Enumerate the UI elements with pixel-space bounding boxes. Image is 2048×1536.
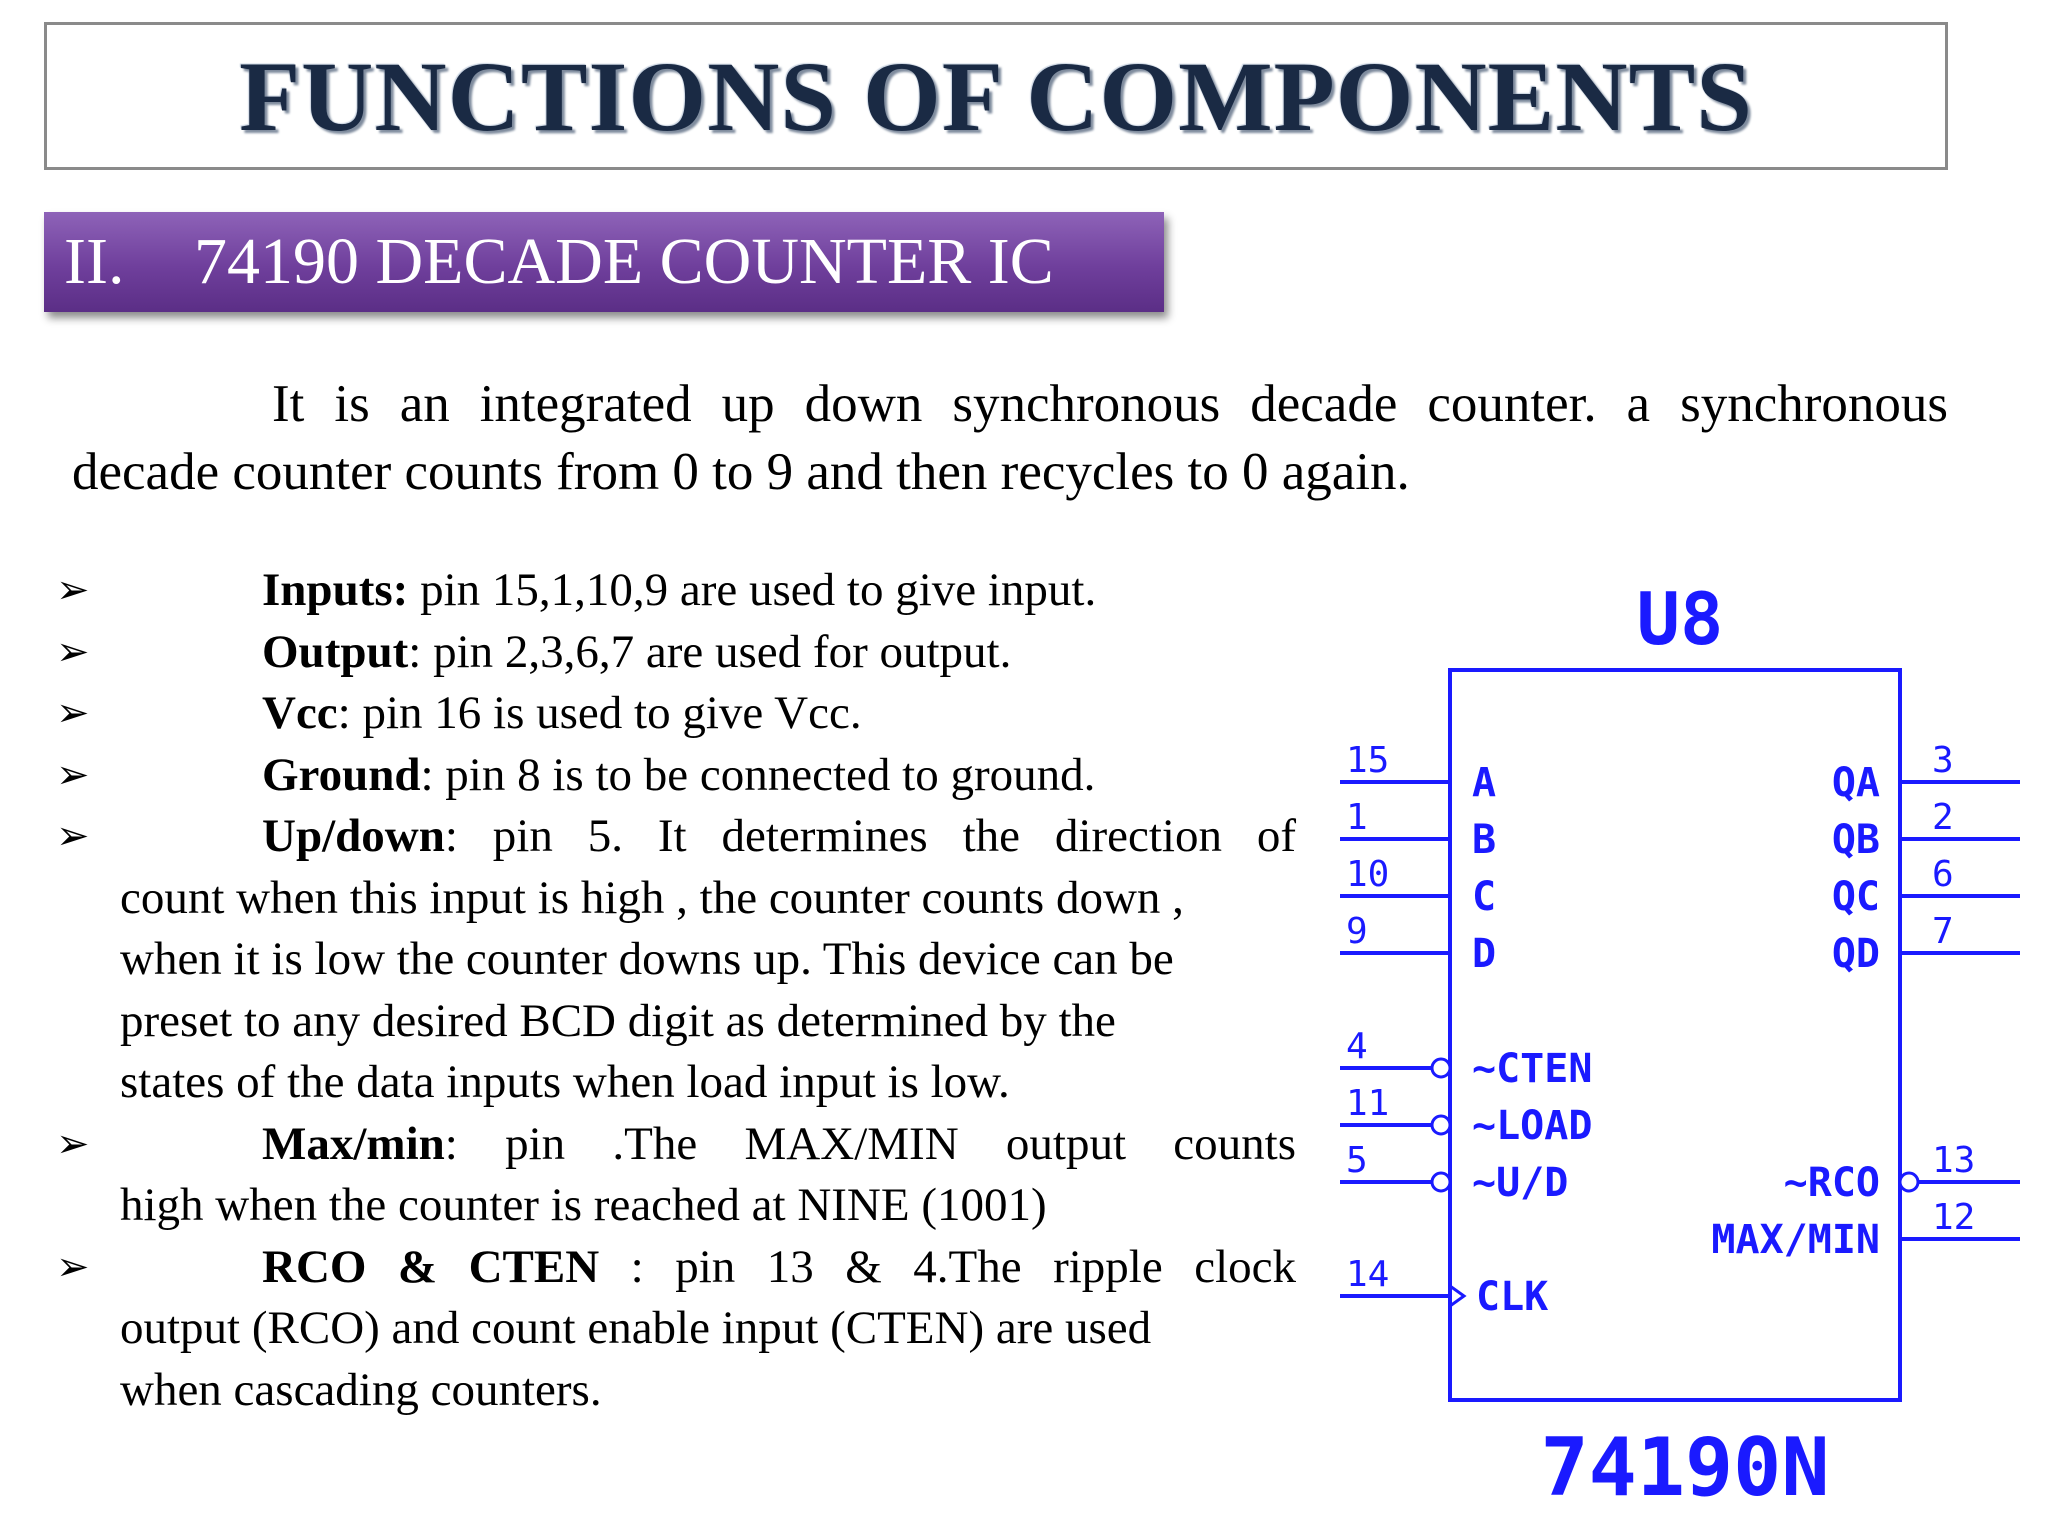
bullet-term: Up/down (262, 810, 445, 862)
arrow-bullet-icon: ➢ (56, 813, 90, 859)
bullet-term: Max/min (262, 1117, 445, 1170)
pin-label: D (1472, 931, 1497, 977)
pin-label: QA (1831, 760, 1880, 806)
ic-designator: U8 (1636, 577, 1724, 661)
pin-number: 13 (1932, 1140, 1976, 1181)
section-title: 74190 DECADE COUNTER IC (194, 225, 1054, 298)
pin-number: 6 (1932, 854, 1954, 895)
bullet-text: : pin 16 is used to give Vcc. (337, 687, 862, 739)
clock-triangle (1450, 1286, 1464, 1306)
intro-line-1: It is an integrated up down synchronous decade counter. a synchronous (272, 375, 1948, 433)
arrow-bullet-icon: ➢ (56, 690, 90, 736)
bullet-term: Ground (262, 748, 421, 801)
arrow-bullet-icon: ➢ (56, 628, 90, 675)
pin-label: QD (1831, 931, 1880, 977)
arrow-bullet-icon: ➢ (56, 567, 90, 613)
intro-paragraph (72, 370, 1948, 506)
bullet-text: : pin .The MAX/MIN output counts (444, 1117, 1296, 1170)
pin-number: 5 (1346, 1140, 1368, 1181)
pin-number: 14 (1346, 1254, 1390, 1295)
bullet-text: : pin 8 is to be connected to ground. (420, 748, 1096, 801)
right-pin-group (1711, 740, 2020, 1263)
pin-number: 15 (1346, 740, 1390, 781)
pin-label: ~RCO (1783, 1160, 1880, 1206)
title-box (44, 22, 1948, 170)
bullet-continuation: high when the counter is reached at NINE (1001) (120, 1179, 1047, 1231)
bullet-term: Vcc (262, 687, 338, 739)
pin-label: QC (1831, 874, 1880, 920)
bullet-text: : pin 13 & 4.The ripple clock (599, 1240, 1296, 1293)
bullet-item (56, 806, 1296, 868)
pin-number: 11 (1346, 1083, 1390, 1124)
bullet-term: RCO & CTEN (262, 1240, 600, 1293)
inversion-bubble (1900, 1173, 1918, 1191)
bullet-text: : pin 2,3,6,7 are used for output. (408, 625, 1012, 678)
bullet-text: : pin 5. It determines the direction of (444, 810, 1296, 862)
bullet-term: Output (262, 625, 409, 678)
arrow-bullet-icon: ➢ (56, 751, 90, 798)
left-pin-group (1340, 740, 1592, 1320)
pin-label: ~LOAD (1472, 1103, 1593, 1149)
inversion-bubble (1432, 1116, 1450, 1134)
inversion-bubble (1432, 1173, 1450, 1191)
bullet-list (56, 560, 1296, 1421)
pin-label: MAX/MIN (1711, 1217, 1880, 1263)
bullet-item (56, 1237, 1296, 1299)
pin-label: B (1472, 817, 1497, 863)
pin-label: QB (1831, 817, 1880, 863)
bullet-continuation: when cascading counters. (120, 1363, 602, 1416)
bullet-item (56, 745, 1296, 807)
bullet-item (56, 560, 1296, 622)
pin-number: 4 (1346, 1026, 1368, 1067)
pin-label: ~CTEN (1472, 1046, 1593, 1092)
bullet-term: Inputs: (262, 564, 409, 616)
section-number: II. (64, 225, 125, 298)
bullet-continuation: preset to any desired BCD digit as determined by the (120, 994, 1116, 1047)
slide-title: FUNCTIONS OF COMPONENTS (239, 40, 1753, 152)
pin-label: C (1472, 874, 1497, 920)
pin-number: 10 (1346, 854, 1390, 895)
arrow-bullet-icon: ➢ (56, 1243, 90, 1290)
inversion-bubble (1432, 1059, 1450, 1077)
pin-label: ~U/D (1472, 1160, 1569, 1206)
bullet-text: pin 15,1,10,9 are used to give input. (408, 564, 1097, 616)
pin-number: 12 (1932, 1197, 1976, 1238)
bullet-item (56, 683, 1296, 745)
bullet-continuation: states of the data inputs when load input is low. (120, 1056, 1010, 1108)
pin-number: 7 (1932, 911, 1954, 952)
pin-number: 1 (1346, 797, 1368, 838)
pin-number: 3 (1932, 740, 1954, 781)
ic-schematic (1320, 560, 2048, 1536)
intro-line-2: decade counter counts from 0 to 9 and then recycles to 0 again. (72, 443, 1410, 501)
pin-label: CLK (1476, 1274, 1549, 1320)
bullet-item (56, 622, 1296, 684)
bullet-item (56, 1114, 1296, 1176)
bullet-continuation: output (RCO) and count enable input (CTEN) are used (120, 1302, 1152, 1354)
bullet-continuation: count when this input is high , the counter counts down , (120, 871, 1184, 924)
ic-part-number: 74190N (1540, 1421, 1830, 1514)
bullet-continuation: when it is low the counter downs up. This device can be (120, 933, 1174, 985)
section-banner (44, 212, 1164, 312)
pin-number: 2 (1932, 797, 1954, 838)
pin-label: A (1472, 760, 1497, 806)
arrow-bullet-icon: ➢ (56, 1120, 90, 1167)
pin-number: 9 (1346, 911, 1368, 952)
